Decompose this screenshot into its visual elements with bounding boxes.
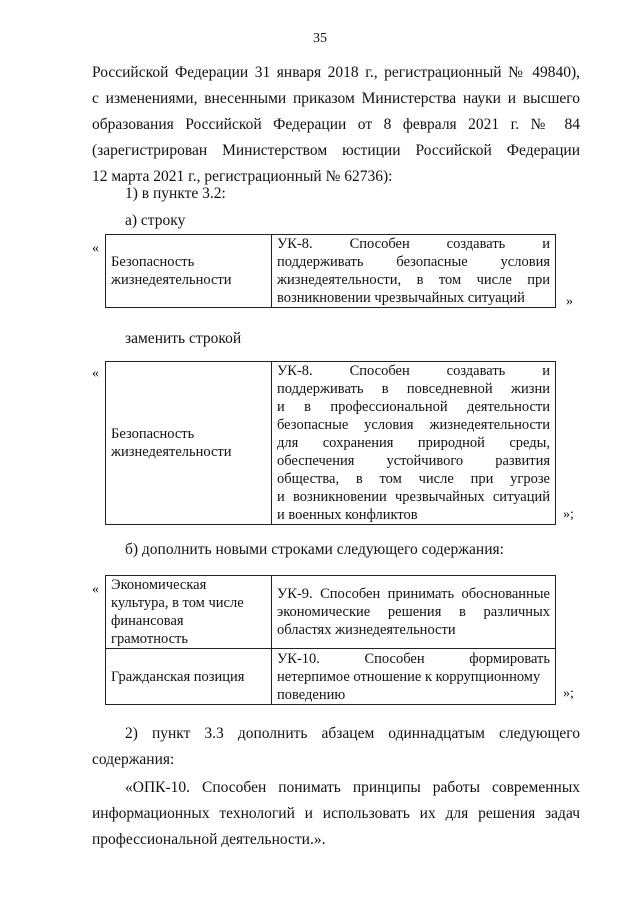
- competence-category-cell: Безопасность жизнедеятельности: [106, 362, 272, 525]
- item-2-paragraph: [92, 721, 580, 773]
- competence-description-cell: УК-8. Способен создавать и поддерживать безопасные условия жизнедеятельности, в том числе при возникновении чрезвычайных ситуаций: [272, 235, 556, 308]
- intro-line: (зарегистрирован Министерством юстиции Российской Федерации: [92, 142, 580, 159]
- open-quote: «: [92, 582, 99, 597]
- intro-paragraph: [92, 60, 580, 190]
- competence-description-cell: УК-9. Способен принимать обоснованные экономические решения в различных областях жизнедеятельности: [272, 576, 556, 649]
- competence-category-cell: Гражданская позиция: [106, 649, 272, 705]
- intro-line: Российской Федерации 31 января 2018 г., регистрационный № 49840),: [92, 64, 580, 81]
- table-new-rows: [105, 575, 556, 705]
- item-b: б) дополнить новыми строками следующего содержания:: [125, 541, 504, 558]
- replace-text: заменить строкой: [125, 330, 242, 347]
- competence-category-cell: Экономическая культура, в том числе финансовая грамотность: [106, 576, 272, 649]
- table-original-row: [105, 234, 556, 308]
- competence-description-cell: УК-10. Способен формировать нетерпимое отношение к коррупционному поведению: [272, 649, 556, 705]
- item-1: 1) в пункте 3.2:: [125, 185, 226, 202]
- item-2-line: 2) пункт 3.3 дополнить абзацем одиннадцатым следующего: [125, 725, 580, 742]
- table-replacement-row: [105, 361, 556, 525]
- opk-10-paragraph: [92, 775, 580, 853]
- open-quote: «: [92, 366, 99, 381]
- intro-line: с изменениями, внесенными приказом Министерства науки и высшего: [92, 90, 580, 107]
- open-quote: «: [92, 241, 99, 256]
- item-2-line: содержания:: [92, 751, 175, 768]
- opk-10-line: профессиональной деятельности.».: [92, 831, 326, 848]
- item-a: а) строку: [125, 212, 186, 229]
- competence-description-cell: УК-8. Способен создавать и поддерживать в повседневной жизни и в профессиональной деятельности безопасные условия жизнедеятельности для сохранения природной среды, обеспечения устойчивого развития общества, в том числе при угрозе и возникновении чрезвычайных ситуаций и военных конфликтов: [272, 362, 556, 525]
- close-quote: »: [566, 294, 573, 309]
- competence-category-cell: Безопасность жизнедеятельности: [106, 235, 272, 308]
- page-number: 35: [313, 31, 327, 46]
- intro-line: 12 марта 2021 г., регистрационный № 62736):: [92, 168, 393, 185]
- close-quote-semicolon: »;: [563, 507, 574, 522]
- opk-10-line: информационных технологий и использовать их для решения задач: [92, 805, 580, 822]
- intro-line: образования Российской Федерации от 8 февраля 2021 г. № 84: [92, 116, 580, 133]
- opk-10-line: «ОПК-10. Способен понимать принципы работы современных: [125, 779, 580, 796]
- close-quote-semicolon: »;: [563, 686, 574, 701]
